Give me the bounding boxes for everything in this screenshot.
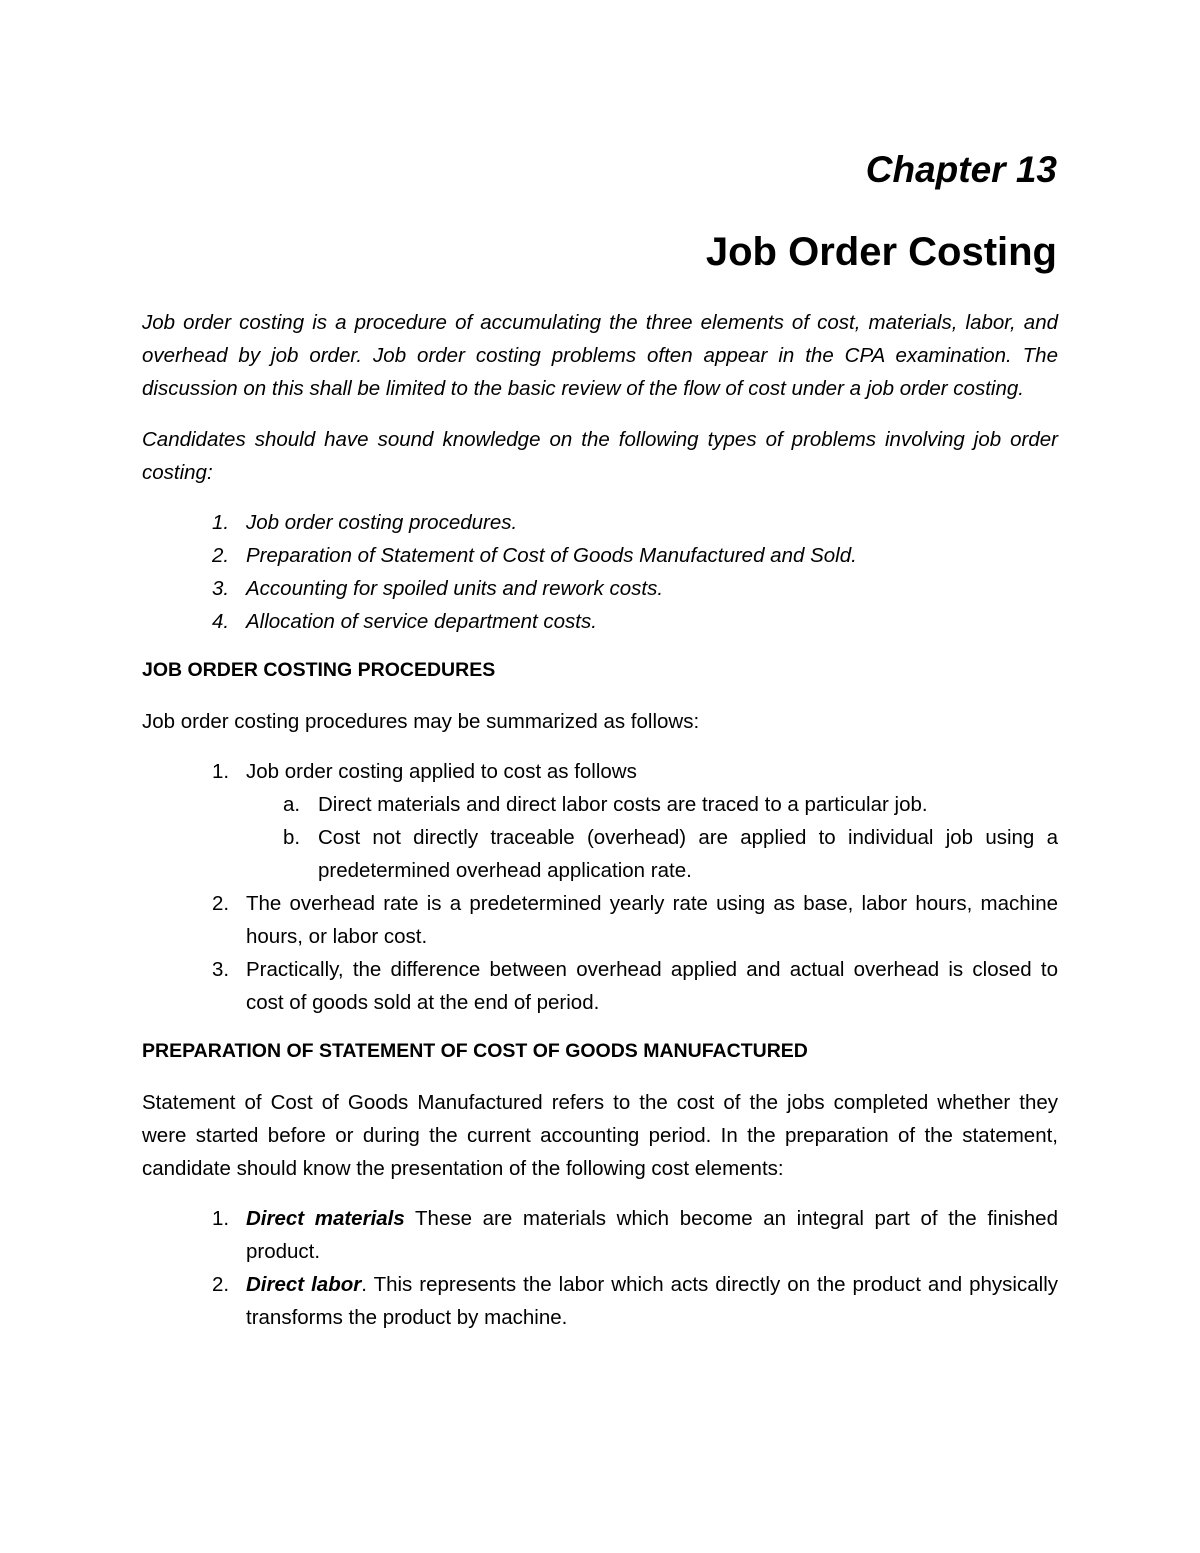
list-item-text: The overhead rate is a predetermined yearly rate using as base, labor hours, machine hours, or labor cost. [246,892,1058,948]
list-number: 1. [212,511,230,534]
topics-list [142,506,1058,638]
list-number: 1. [212,1207,230,1230]
statement-lead: Statement of Cost of Goods Manufactured refers to the cost of the jobs completed whether they were started before or during the current accounting period. In the preparation of the statement, candidate should know the presentation of the following cost elements: [142,1091,1058,1180]
list-item-text: Allocation of service department costs. [246,610,597,633]
list-number: 2. [212,892,230,915]
section-heading-statement: PREPARATION OF STATEMENT OF COST OF GOODS MANUFACTURED [142,1040,808,1062]
cost-elements-list [142,1202,1058,1334]
intro-paragraph: Job order costing is a procedure of accumulating the three elements of cost, materials, labor, and overhead by job order. Job order costing problems often appear in the CPA examination. The discussion on this shall be limited to the basic review of the flow of cost under a job order costing. [142,311,1058,400]
list-number: 1. [212,760,230,783]
sublist-letter: a. [283,793,301,816]
list-item [142,755,1058,887]
list-item [142,605,1058,638]
cost-element-text: These are materials which become an integral part of the finished product. [246,1207,1058,1263]
cost-element-term: Direct materials [246,1207,405,1230]
sublist-item-text: Cost not directly traceable (overhead) are applied to individual job using a predetermined overhead application rate. [318,826,1058,882]
sublist-item-text: Direct materials and direct labor costs are traced to a particular job. [318,793,928,816]
sublist-letter: b. [283,826,301,849]
list-item-text: Accounting for spoiled units and rework costs. [246,577,664,600]
sublist-item [246,821,1058,887]
list-number: 4. [212,610,230,633]
list-item [142,539,1058,572]
section-heading-procedures: JOB ORDER COSTING PROCEDURES [142,659,496,681]
list-number: 3. [212,958,230,981]
list-item [142,887,1058,953]
cost-element-term: Direct labor [246,1273,362,1296]
procedures-list [142,755,1058,1019]
sublist-item [246,788,1058,821]
list-item-text: Practically, the difference between overhead applied and actual overhead is closed to cost of goods sold at the end of period. [246,958,1058,1014]
list-item [142,572,1058,605]
document-body [142,306,1058,1334]
list-item-text: Job order costing procedures. [246,511,518,534]
procedures-lead: Job order costing procedures may be summarized as follows: [142,710,700,733]
list-item-text: Job order costing applied to cost as follows [246,760,637,783]
list-item [142,1202,1058,1268]
list-number: 3. [212,577,230,600]
intro-paragraph-candidates: Candidates should have sound knowledge on the following types of problems involving job order costing: [142,428,1058,484]
chapter-title: Job Order Costing [705,230,1057,274]
list-number: 2. [212,1273,230,1296]
procedures-sublist [246,788,1058,887]
list-item-text: Preparation of Statement of Cost of Goods Manufactured and Sold. [246,544,857,567]
list-item [142,506,1058,539]
list-item [142,1268,1058,1334]
list-number: 2. [212,544,230,567]
chapter-label: Chapter 13 [865,149,1057,190]
list-item [142,953,1058,1019]
cost-element-text: . This represents the labor which acts directly on the product and physically transforms the product by machine. [246,1273,1058,1329]
